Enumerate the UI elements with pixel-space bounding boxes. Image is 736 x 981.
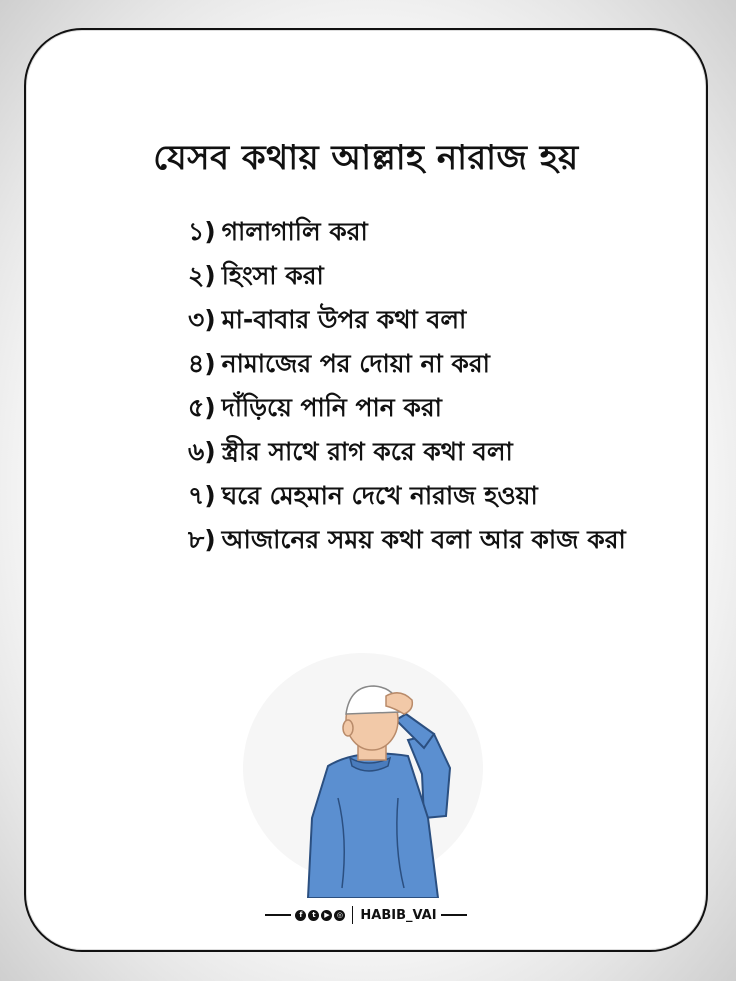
item-number: ৮) [188, 525, 216, 554]
list-item [188, 430, 628, 474]
item-text: নামাজের পর দোয়া না করা [221, 349, 490, 378]
thinking-man-illustration [238, 648, 488, 898]
item-text: দাঁড়িয়ে পানি পান করা [221, 393, 442, 422]
social-icons [295, 910, 345, 921]
instagram-icon: ◎ [334, 910, 345, 921]
item-number: ৩) [188, 305, 216, 334]
list-item [188, 298, 628, 342]
list-item [188, 254, 628, 298]
footer-dash-left [265, 914, 291, 916]
youtube-icon: ▶ [321, 910, 332, 921]
item-number: ২) [188, 261, 216, 290]
item-text: আজানের সময় কথা বলা আর কাজ করা [221, 525, 626, 554]
facebook-icon: f [295, 910, 306, 921]
item-text: হিংসা করা [221, 261, 324, 290]
footer [26, 906, 706, 924]
list-item [188, 210, 628, 254]
item-number: ১) [188, 217, 216, 246]
footer-divider [352, 906, 353, 924]
twitter-icon: t [308, 910, 319, 921]
list-item [188, 474, 628, 518]
item-text: ঘরে মেহমান দেখে নারাজ হওয়া [221, 481, 538, 510]
item-text: স্ত্রীর সাথে রাগ করে কথা বলা [221, 437, 513, 466]
item-number: ৭) [188, 481, 216, 510]
list-item [188, 518, 628, 562]
item-list [188, 210, 628, 562]
item-number: ৪) [188, 349, 216, 378]
page-title: যেসব কথায় আল্লাহ নারাজ হয় [153, 138, 579, 178]
item-number: ৫) [188, 393, 216, 422]
footer-dash-right [441, 914, 467, 916]
list-item [188, 342, 628, 386]
card [24, 28, 708, 952]
author-handle: HABIB_VAI [360, 907, 437, 923]
item-number: ৬) [188, 437, 216, 466]
item-text: মা-বাবার উপর কথা বলা [221, 305, 467, 334]
item-text: গালাগালি করা [221, 217, 368, 246]
list-item [188, 386, 628, 430]
